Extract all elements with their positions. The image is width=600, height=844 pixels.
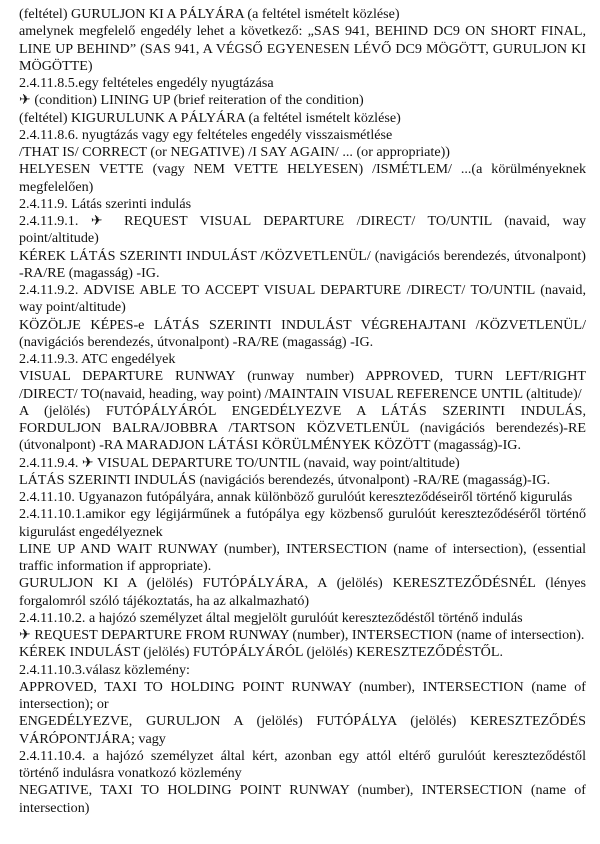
section-heading-2-4-11-10-4: 2.4.11.10.4. a hajózó személyzet által kért, azonban egy attól eltérő gurulóút kereszteződéstől történő indulásra vonatkozó közlemény [19,747,586,781]
section-heading-2-4-11-9-4: 2.4.11.9.4. ✈ VISUAL DEPARTURE TO/UNTIL (navaid, way point/altitude) [19,454,460,471]
text-line-7: /THAT IS/ CORRECT (or NEGATIVE) /I SAY AGAIN/ ... (or appropriate)) [19,144,450,160]
section-heading-2-4-11-9-1: 2.4.11.9.1. ✈ REQUEST VISUAL DEPARTURE /DIRECT/ TO/UNTIL (navaid, way point/altitude) [19,213,586,247]
text-line-28: ENGEDÉLYEZVE, GURULJON A (jelölés) FUTÓPÁLYA (jelölés) KERESZTEZŐDÉS VÁRÓPONTJÁRA; vagy [19,713,586,747]
section-heading-2-4-11-8-6: 2.4.11.8.6. nyugtázás vagy egy feltételes engedély visszaismétlése [19,126,393,143]
text-line-13: KÖZÖLJE KÉPES-e LÁTÁS SZERINTI INDULÁST VÉGREHAJTANI /KÖZVETLENÜL/ (navigációs berendezés, útvonalpont) -RA/RE (magasság) -IG. [19,316,586,350]
text-line-1: (feltétel) GURULJON KI A PÁLYÁRA (a feltétel ismételt közlése) [19,6,400,22]
section-heading-2-4-11-9-3: 2.4.11.9.3. ATC engedélyek [19,351,176,367]
text-line-25: KÉREK INDULÁST (jelölés) FUTÓPÁLYÁRÓL (jelölés) KERESZTEZŐDÉSTŐL. [19,644,503,661]
section-heading-2-4-11-10: 2.4.11.10. Ugyanazon futópályára, annak különböző gurulóút kereszteződéseiről történő kigurulás [19,489,573,505]
text-line-2: amelynek megfelelő engedély lehet a következő: „SAS 941, BEHIND DC9 ON SHORT FINAL, LINE UP BEHIND” (SAS 941, A VÉGSŐ EGYENESEN LÉVŐ DC9 MÖGÖTT, GURULJON KI MÖGÖTTE) [19,23,586,74]
text-line-15: VISUAL DEPARTURE RUNWAY (runway number) APPROVED, TURN LEFT/RIGHT /DIRECT/ TO(navaid, heading, way point) /MAINTAIN VISUAL REFERENCE UNTIL (altitude)/ [19,368,586,402]
section-heading-2-4-11-10-2: 2.4.11.10.2. a hajózó személyzet által megjelölt gurulóút kereszteződéstől történő indulás [19,609,523,626]
text-line-30: NEGATIVE, TAXI TO HOLDING POINT RUNWAY (number), INTERSECTION (name of intersection) [19,782,586,816]
section-heading-2-4-11-9-2: 2.4.11.9.2. ADVISE ABLE TO ACCEPT VISUAL DEPARTURE /DIRECT/ TO/UNTIL (navaid, way point/altitude) [19,282,586,316]
text-line-24: ✈ REQUEST DEPARTURE FROM RUNWAY (number), INTERSECTION (name of intersection). [19,627,585,643]
section-heading-2-4-11-8-5: 2.4.11.8.5.egy feltételes engedély nyugtázása [19,75,274,91]
text-line-5: (feltétel) KIGURULUNK A PÁLYÁRA (a feltétel ismételt közlése) [19,109,401,126]
text-line-16: A (jelölés) FUTÓPÁLYÁRÓL ENGEDÉLYEZVE A LÁTÁS SZERINTI INDULÁS, FORDULJON BALRA/JOBBRA /TARTSON KÖZVETLENÜL (navigációs berendezés)-RE (útvonalpont) -RA MARADJON LÁTÁSI KÖRÜLMÉNYEK KÖZÖTT (magasság)-IG. [19,402,586,454]
text-line-22: GURULJON KI A (jelölés) FUTÓPÁLYÁRA, A (jelölés) KERESZTEZŐDÉSNÉL (lényes forgalomról szóló tájékoztatás, ha az alkalmazható) [19,575,586,609]
section-heading-2-4-11-10-3: 2.4.11.10.3.válasz közlemény: [19,661,190,678]
section-heading-2-4-11-9: 2.4.11.9. Látás szerinti indulás [19,195,192,212]
text-line-18: LÁTÁS SZERINTI INDULÁS (navigációs berendezés, útvonalpont) -RA/RE (magasság)-IG. [19,471,551,488]
text-line-pilot-lining-up: ✈ (condition) LINING UP (brief reiteration of the condition) [19,92,364,109]
text-line-27: APPROVED, TAXI TO HOLDING POINT RUNWAY (number), INTERSECTION (name of intersection); or [19,678,586,712]
text-line-11: KÉREK LÁTÁS SZERINTI INDULÁST /KÖZVETLENÜL/ (navigációs berendezés, útvonalpont) -RA/RE (magasság) -IG. [19,247,586,281]
text-line-21: LINE UP AND WAIT RUNWAY (number), INTERSECTION (name of intersection), (essential traffic information if appropriate). [19,540,586,574]
section-heading-2-4-11-10-1: 2.4.11.10.1.amikor egy légijárműnek a futópálya egy közbenső gurulóút kereszteződéséről történő kigurulást engedélyeznek [19,506,586,540]
text-line-8: HELYESEN VETTE (vagy NEM VETTE HELYESEN) /ISMÉTLEM/ ...(a körülményeknek megfelelően) [19,161,586,195]
